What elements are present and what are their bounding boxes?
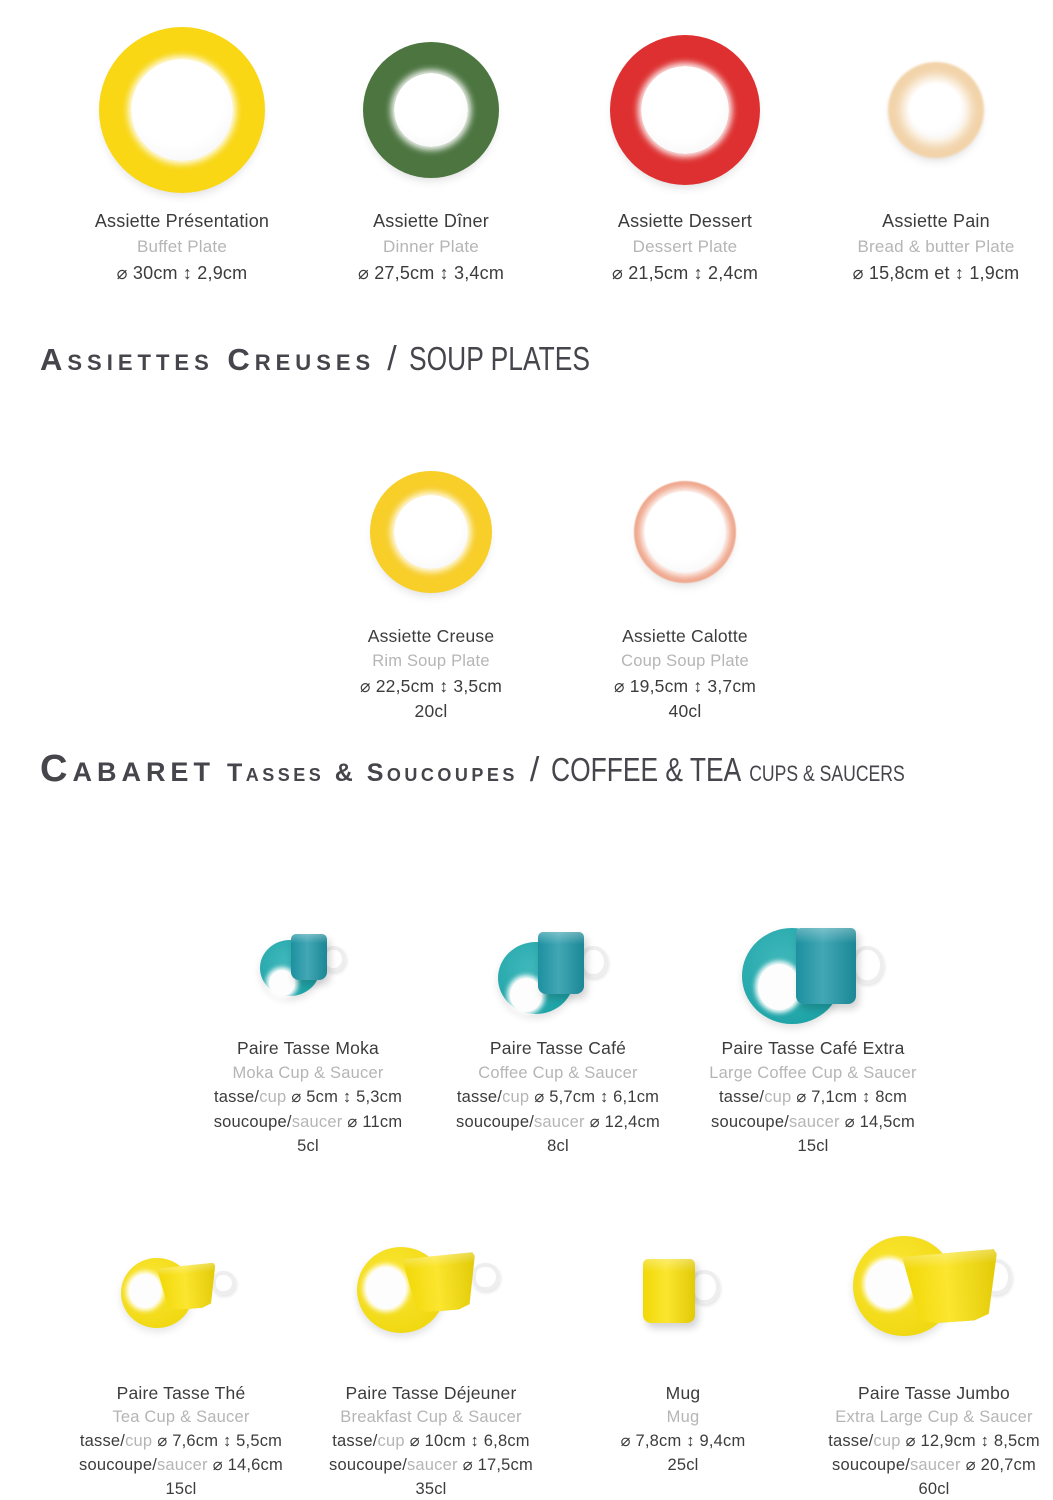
- saucer-dimensions: ⌀ 11cm: [347, 1112, 403, 1131]
- product-name-en: Large Coffee Cup & Saucer: [709, 1063, 917, 1082]
- product-card-assiette-dessert: [555, 12, 815, 286]
- product-name-fr: Paire Tasse Café Extra: [721, 1038, 905, 1058]
- product-name-en: Dinner Plate: [383, 237, 479, 256]
- product-dimensions: ⌀ 21,5cm ↕ 2,4cm: [611, 263, 759, 283]
- product-capacity: 5cl: [297, 1137, 319, 1155]
- product-capacity: 60cl: [918, 1480, 950, 1498]
- section-title-en-main: COFFEE & TEA: [551, 751, 742, 788]
- product-card-assiette-pain: [806, 12, 1053, 286]
- product-card-paire-tasse-dejeuner: [301, 1205, 561, 1500]
- saucer-well: [366, 1267, 406, 1309]
- section-header-soup-plates: [40, 340, 635, 379]
- cup-handle: [472, 1263, 500, 1291]
- cup-label-fr: tasse/: [456, 1088, 503, 1106]
- saucer-dimensions: ⌀ 14,6cm: [212, 1456, 283, 1474]
- product-name-fr: Assiette Dîner: [373, 211, 489, 231]
- product-name-fr: Assiette Dessert: [617, 211, 753, 231]
- product-name-en: Bread & butter Plate: [857, 237, 1015, 256]
- section-title-en-sub: CUPS & SAUCERS: [749, 761, 906, 786]
- product-name-fr: Paire Tasse Thé: [116, 1383, 246, 1403]
- plate-center-well: [908, 82, 964, 138]
- product-image-area: [553, 1205, 813, 1381]
- cup-image: [538, 932, 584, 994]
- product-label: [301, 624, 561, 724]
- plate-image: [363, 42, 499, 178]
- cup-dimensions-line: [683, 1085, 943, 1110]
- saucer-dimensions-line: [301, 1453, 561, 1477]
- plate-center-well: [644, 491, 726, 573]
- cup-dimensions-line: [178, 1085, 438, 1110]
- product-name-fr: Assiette Pain: [882, 211, 990, 231]
- saucer-dimensions-line: [178, 1110, 438, 1135]
- saucer-label-fr: soucoupe/: [832, 1456, 910, 1474]
- saucer-label-fr: soucoupe/: [213, 1112, 292, 1131]
- cup-dimensions: ⌀ 7,1cm ↕ 8cm: [796, 1088, 908, 1106]
- saucer-label-en: saucer: [909, 1456, 961, 1474]
- saucer-dimensions: ⌀ 20,7cm: [965, 1456, 1036, 1474]
- product-name-fr: Mug: [665, 1383, 701, 1403]
- product-label: [555, 208, 815, 286]
- cup-dimensions: ⌀ 7,6cm ↕ 5,5cm: [157, 1432, 283, 1450]
- product-name-fr: Assiette Présentation: [94, 211, 270, 231]
- product-dimensions: ⌀ 19,5cm ↕ 3,7cm: [613, 676, 757, 696]
- product-label: [52, 208, 312, 286]
- cup-saucer-image: [357, 1245, 505, 1341]
- saucer-dimensions-line: [804, 1453, 1053, 1477]
- cup-label-fr: tasse/: [79, 1432, 126, 1450]
- product-image-area: [301, 12, 561, 208]
- product-label: [301, 1381, 561, 1500]
- product-name-en: Extra Large Cup & Saucer: [835, 1408, 1033, 1426]
- plate-center-well: [394, 73, 468, 147]
- product-image-area: [428, 860, 688, 1036]
- product-name-fr: Paire Tasse Jumbo: [858, 1383, 1010, 1403]
- product-label: [683, 1036, 943, 1159]
- cup-saucer-image: [498, 922, 618, 1024]
- product-card-assiette-creuse: [301, 440, 561, 724]
- section-title-fr-sub: Tasses & Soucoupes: [226, 759, 518, 787]
- product-image-area: [301, 1205, 561, 1381]
- product-card-paire-tasse-the: [51, 1205, 311, 1500]
- cup-label-en: cup: [377, 1432, 405, 1450]
- product-label: [301, 208, 561, 286]
- saucer-well: [129, 1274, 161, 1308]
- product-name-fr: Paire Tasse Moka: [237, 1038, 379, 1058]
- divider-slash: /: [387, 340, 397, 378]
- section-header-cups-saucers: [40, 748, 994, 791]
- product-name-en: Coup Soup Plate: [621, 652, 749, 670]
- saucer-dimensions: ⌀ 14,5cm: [844, 1112, 915, 1131]
- product-dimensions: ⌀ 15,8cm et ↕ 1,9cm: [852, 263, 1020, 283]
- plate-image: [610, 35, 760, 185]
- plate-image: [634, 481, 736, 583]
- product-image-area: [555, 12, 815, 208]
- cup-label-fr: tasse/: [718, 1088, 765, 1106]
- product-label: [428, 1036, 688, 1159]
- section-title-fr-main: Cabaret: [40, 748, 215, 790]
- product-name-fr: Assiette Creuse: [367, 626, 495, 646]
- product-capacity: 15cl: [797, 1137, 829, 1155]
- cup-dimensions: ⌀ 5cm ↕ 5,3cm: [291, 1088, 403, 1106]
- cup-dimensions: ⌀ 5,7cm ↕ 6,1cm: [534, 1088, 660, 1106]
- product-card-paire-tasse-moka: [178, 860, 438, 1159]
- section-title-en-wrap: [409, 340, 590, 378]
- saucer-label-en: saucer: [788, 1112, 840, 1131]
- product-card-mug: [553, 1205, 813, 1477]
- product-image-area: [301, 440, 561, 624]
- cup-saucer-image: [121, 1252, 241, 1334]
- saucer-dimensions: ⌀ 12,4cm: [589, 1112, 660, 1131]
- cup-dimensions: ⌀ 12,9cm ↕ 8,5cm: [905, 1432, 1040, 1450]
- saucer-label-fr: soucoupe/: [711, 1112, 789, 1131]
- product-name-en: Rim Soup Plate: [372, 652, 490, 670]
- product-dimensions: ⌀ 7,8cm ↕ 9,4cm: [620, 1432, 746, 1450]
- saucer-label-en: saucer: [533, 1112, 585, 1131]
- product-card-assiette-calotte: [555, 440, 815, 724]
- product-image-area: [178, 860, 438, 1036]
- cup-dimensions-line: [804, 1429, 1053, 1453]
- product-name-en: Mug: [666, 1408, 700, 1426]
- saucer-label-en: saucer: [406, 1456, 458, 1474]
- product-dimensions: ⌀ 30cm ↕ 2,9cm: [116, 263, 248, 283]
- cup-label-fr: tasse/: [332, 1432, 378, 1450]
- cup-saucer-image: [853, 1236, 1015, 1350]
- saucer-dimensions-line: [51, 1453, 311, 1477]
- product-dimensions: ⌀ 22,5cm ↕ 3,5cm: [359, 676, 503, 696]
- product-capacity: 20cl: [414, 701, 448, 721]
- cup-label-en: cup: [873, 1432, 901, 1450]
- divider-slash: /: [529, 751, 540, 789]
- product-name-en: Moka Cup & Saucer: [232, 1063, 384, 1082]
- product-name-fr: Paire Tasse Café: [489, 1038, 627, 1058]
- product-label: [51, 1381, 311, 1500]
- saucer-label-fr: soucoupe/: [329, 1456, 407, 1474]
- product-label: [553, 1381, 813, 1477]
- saucer-dimensions-line: [683, 1110, 943, 1135]
- plate-image: [370, 471, 492, 593]
- product-image-area: [555, 440, 815, 624]
- product-dimensions: ⌀ 27,5cm ↕ 3,4cm: [357, 263, 505, 283]
- product-image-area: [683, 860, 943, 1036]
- saucer-dimensions: ⌀ 17,5cm: [462, 1456, 533, 1474]
- product-label: [804, 1381, 1053, 1500]
- cup-label-en: cup: [764, 1088, 792, 1106]
- product-capacity: 40cl: [668, 701, 702, 721]
- cup-label-fr: tasse/: [213, 1088, 260, 1106]
- product-card-paire-tasse-cafe-extra: [683, 860, 943, 1159]
- saucer-label-en: saucer: [291, 1112, 343, 1131]
- product-card-paire-tasse-jumbo: [804, 1205, 1053, 1500]
- cup-saucer-image: [260, 924, 356, 1008]
- cup-label-en: cup: [259, 1088, 287, 1106]
- cup-dimensions-line: [51, 1429, 311, 1453]
- saucer-label-fr: soucoupe/: [456, 1112, 534, 1131]
- product-label: [178, 1036, 438, 1159]
- mug-image: [637, 1257, 729, 1329]
- plate-image: [888, 62, 984, 158]
- product-image-area: [52, 12, 312, 208]
- product-name-en: Dessert Plate: [632, 237, 738, 256]
- cup-image: [643, 1259, 695, 1323]
- product-card-assiette-diner: [301, 12, 561, 286]
- saucer-dimensions-line: [428, 1110, 688, 1135]
- cup-image: [291, 934, 327, 980]
- product-capacity: 25cl: [667, 1456, 699, 1474]
- plate-center-well: [394, 495, 468, 569]
- product-name-en: Breakfast Cup & Saucer: [340, 1408, 522, 1426]
- product-image-area: [51, 1205, 311, 1381]
- cup-label-en: cup: [125, 1432, 153, 1450]
- saucer-label-fr: soucoupe/: [79, 1456, 157, 1474]
- section-title-fr: Assiettes Creuses: [40, 342, 376, 377]
- product-capacity: 8cl: [547, 1137, 569, 1155]
- cup-handle: [580, 946, 608, 978]
- cup-handle: [212, 1271, 236, 1295]
- product-name-en: Buffet Plate: [137, 237, 227, 256]
- product-label: [555, 624, 815, 724]
- product-name-en: Tea Cup & Saucer: [112, 1408, 250, 1426]
- product-name-fr: Paire Tasse Déjeuner: [345, 1383, 517, 1403]
- cup-handle: [852, 946, 884, 984]
- product-image-area: [806, 12, 1053, 208]
- plate-image: [99, 27, 265, 193]
- saucer-well: [758, 964, 800, 1010]
- plate-center-well: [641, 66, 729, 154]
- product-card-assiette-presentation: [52, 12, 312, 286]
- product-capacity: 35cl: [415, 1480, 447, 1498]
- product-capacity: 15cl: [165, 1480, 197, 1498]
- section-title-en: SOUP PLATES: [408, 340, 590, 377]
- cup-dimensions-line: [301, 1429, 561, 1453]
- product-label: [806, 208, 1053, 286]
- section-title-en-wrap: [551, 751, 905, 789]
- product-name-en: Coffee Cup & Saucer: [478, 1063, 638, 1082]
- cup-label-en: cup: [502, 1088, 530, 1106]
- cup-dimensions: ⌀ 10cm ↕ 6,8cm: [409, 1432, 530, 1450]
- saucer-label-en: saucer: [156, 1456, 208, 1474]
- cup-image: [796, 928, 856, 1004]
- product-image-area: [804, 1205, 1053, 1381]
- cup-dimensions-line: [428, 1085, 688, 1110]
- cup-saucer-image: [742, 914, 884, 1036]
- product-card-paire-tasse-cafe: [428, 860, 688, 1159]
- cup-label-fr: tasse/: [828, 1432, 874, 1450]
- product-name-fr: Assiette Calotte: [622, 626, 748, 646]
- plate-center-well: [131, 59, 233, 161]
